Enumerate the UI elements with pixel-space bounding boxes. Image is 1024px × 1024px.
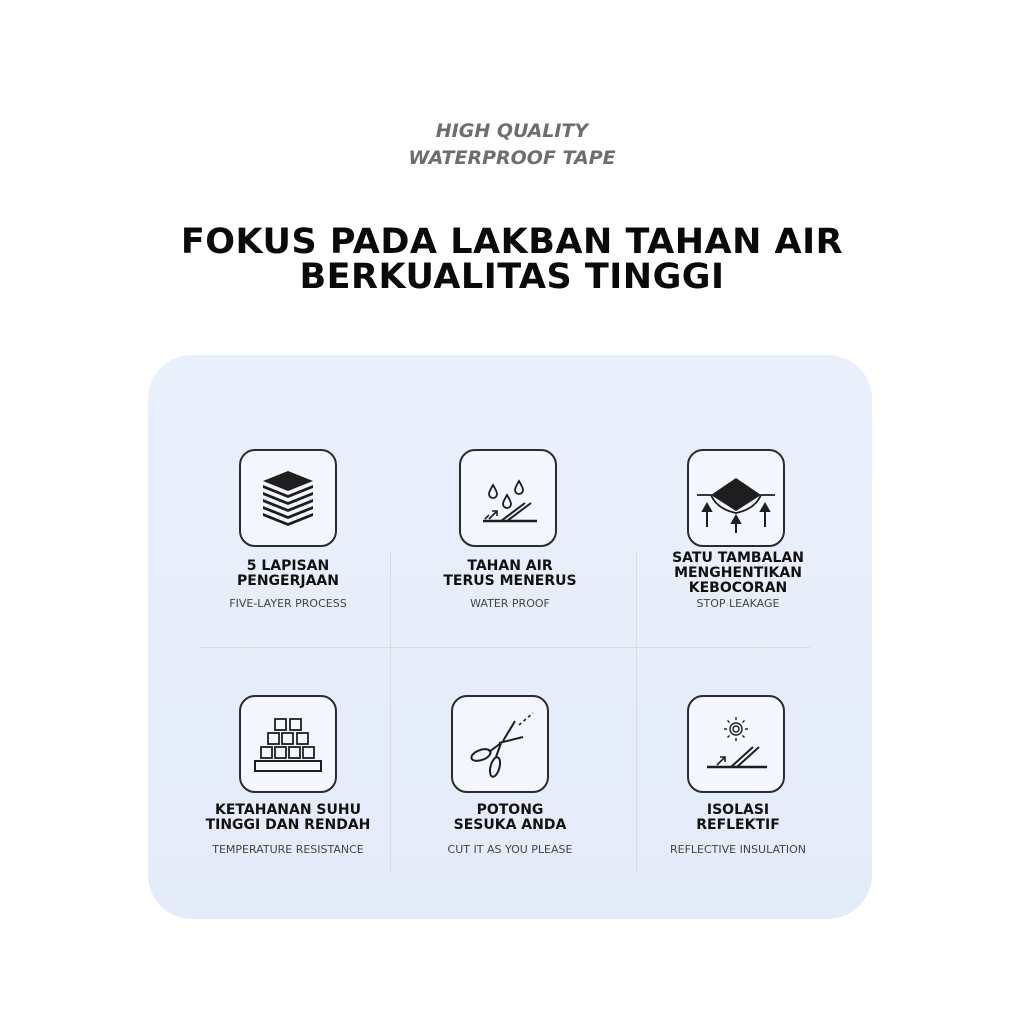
feature-title-line2: REFLEKTIF xyxy=(696,817,780,833)
feature-subtitle: CUT IT AS YOU PLEASE xyxy=(447,843,573,856)
feature-subtitle: REFLECTIVE INSULATION xyxy=(669,843,807,856)
ice-cubes-icon xyxy=(239,695,337,793)
sun-reflection-icon xyxy=(687,695,785,793)
features-panel xyxy=(148,355,872,919)
water-drops-icon xyxy=(459,449,557,547)
feature-title-line2: PENGERJAAN xyxy=(237,573,339,589)
feature-subtitle: TEMPERATURE RESISTANCE xyxy=(212,843,364,856)
divider-horizontal xyxy=(200,647,810,648)
feature-title-line2: TERUS MENERUS xyxy=(443,573,577,589)
divider-vertical-right-bottom xyxy=(636,647,637,873)
feature-title-line2: TINGGI DAN RENDAH xyxy=(205,817,371,833)
feature-title-line2: MENGHENTIKAN xyxy=(674,565,802,581)
feature-subtitle: FIVE-LAYER PROCESS xyxy=(229,597,347,610)
divider-vertical-left-bottom xyxy=(390,647,391,873)
feature-title-line1: KETAHANAN SUHU xyxy=(215,802,361,818)
header-subtitle-line1: HIGH QUALITY xyxy=(435,120,589,142)
feature-title-line1: POTONG xyxy=(476,802,544,818)
feature-title-line1: 5 LAPISAN xyxy=(246,558,330,574)
feature-title-line2: SESUKA ANDA xyxy=(453,817,567,833)
header-subtitle-line2: WATERPROOF TAPE xyxy=(408,147,616,169)
feature-title-line1: ISOLASI xyxy=(706,802,770,818)
scissors-icon xyxy=(451,695,549,793)
feature-title-line1: SATU TAMBALAN xyxy=(672,550,804,566)
headline-line2: BERKUALITAS TINGGI xyxy=(299,257,725,297)
patch-icon xyxy=(687,449,785,547)
headline-line1: FOKUS PADA LAKBAN TAHAN AIR xyxy=(180,222,844,262)
layers-icon xyxy=(239,449,337,547)
feature-subtitle: WATER PROOF xyxy=(470,597,550,610)
feature-subtitle: STOP LEAKAGE xyxy=(696,597,780,610)
feature-title-line1: TAHAN AIR xyxy=(467,558,553,574)
feature-title-line3: KEBOCORAN xyxy=(688,580,788,596)
